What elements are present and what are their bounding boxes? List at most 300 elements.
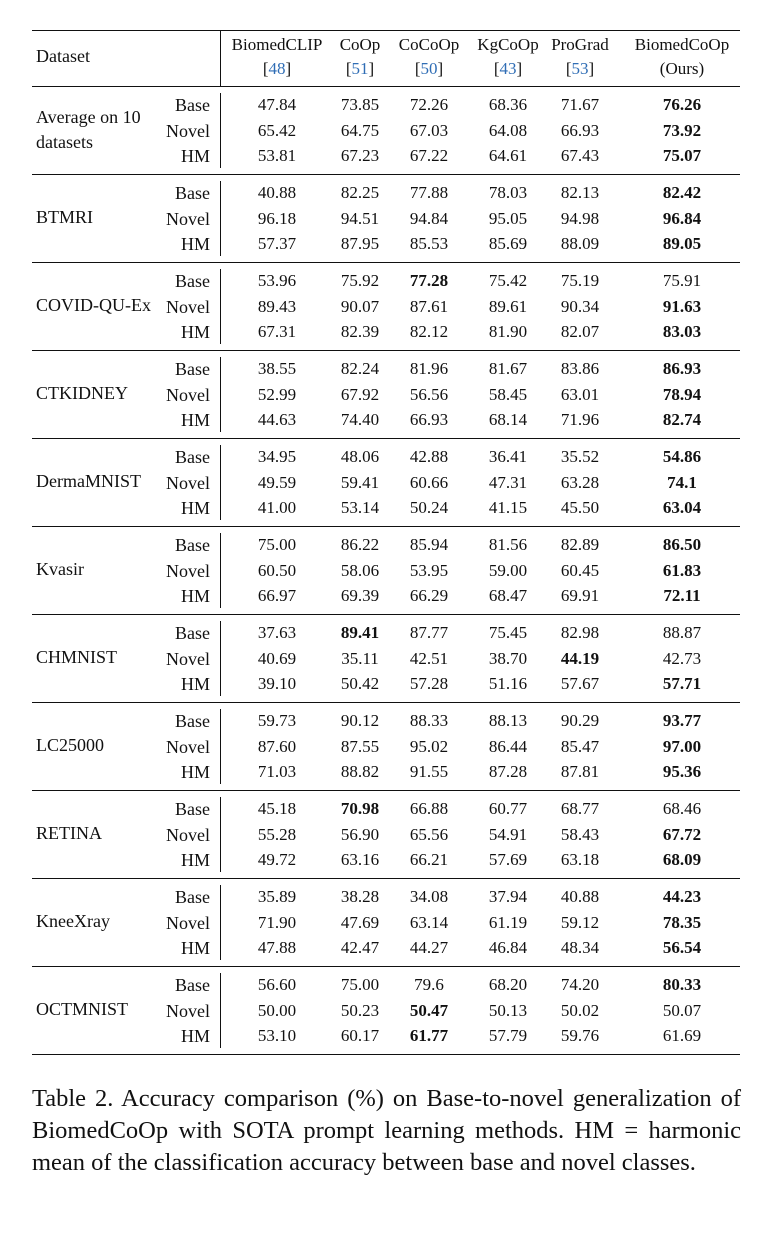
table-cell: 35.11 <box>341 648 379 668</box>
table-caption: Table 2. Accuracy comparison (%) on Base-to-novel generalization of BiomedCoOp with SOTA prompt learning methods. HM = harmonic mean of the classification accuracy between base and novel classes. <box>32 1085 741 1176</box>
dataset-group <box>32 351 740 438</box>
column-name: BiomedCLIP <box>231 35 323 54</box>
table-cell: 86.93 <box>662 359 702 378</box>
table-row <box>32 998 740 1024</box>
table-cell: 52.99 <box>257 384 297 404</box>
table-cell: 61.77 <box>409 1026 449 1045</box>
table-cell: 47.84 <box>257 95 297 114</box>
table-cell: 50.07 <box>662 1000 702 1020</box>
table-cell: 65.42 <box>257 120 297 140</box>
row-label: Base <box>175 447 210 467</box>
table-cell: 53.14 <box>340 498 380 517</box>
table-cell: 86.44 <box>488 736 528 756</box>
table-cell: 86.22 <box>340 535 380 554</box>
column-header <box>545 33 615 81</box>
table-cell: 87.95 <box>340 234 380 253</box>
table-cell: 71.67 <box>560 95 600 114</box>
table-cell: 48.34 <box>560 938 600 957</box>
table-cell: 49.59 <box>257 472 297 492</box>
row-label: HM <box>180 850 210 870</box>
table-cell: 37.63 <box>257 623 297 642</box>
column-header <box>332 33 388 81</box>
dataset-group <box>32 879 740 966</box>
table-cell: 70.98 <box>340 799 380 818</box>
table-cell: 87.60 <box>257 736 297 756</box>
table-cell: 90.29 <box>560 711 600 730</box>
row-label: HM <box>180 146 210 166</box>
table-row <box>32 268 740 294</box>
row-label: Base <box>175 535 210 555</box>
table-row <box>32 92 740 118</box>
results-table <box>32 30 740 1055</box>
table-cell: 57.79 <box>488 1026 528 1045</box>
dataset-name: COVID-QU-Ex <box>36 295 151 315</box>
table-row <box>32 118 740 144</box>
table-cell: 63.16 <box>340 850 380 869</box>
dataset-name: CTKIDNEY <box>36 383 128 403</box>
table-cell: 53.95 <box>409 560 449 580</box>
table-cell: 82.24 <box>340 359 380 378</box>
table-cell: 68.47 <box>488 586 528 605</box>
table-cell: 59.41 <box>340 472 380 492</box>
table-cell: 82.12 <box>409 322 449 341</box>
table-cell: 60.77 <box>488 799 528 818</box>
table-row <box>32 294 740 320</box>
table-cell: 56.90 <box>340 824 380 844</box>
table-cell: 88.87 <box>662 623 702 642</box>
table-cell: 94.98 <box>560 208 600 228</box>
row-label: Novel <box>166 824 210 845</box>
table-cell: 97.00 <box>662 736 702 756</box>
table-row <box>32 847 740 873</box>
table-cell: 38.55 <box>257 359 297 378</box>
table-row <box>32 444 740 470</box>
table-cell: 56.56 <box>409 384 449 404</box>
table-row <box>32 532 740 558</box>
table-cell: 66.93 <box>409 410 449 429</box>
table-cell: 44.27 <box>409 938 449 957</box>
table-cell: 39.10 <box>257 674 297 693</box>
table-cell: 85.94 <box>409 535 449 554</box>
row-label: Base <box>175 975 210 995</box>
table-cell: 96.84 <box>662 208 702 228</box>
table-cell: 82.39 <box>340 322 380 341</box>
table-cell: 50.24 <box>409 498 449 517</box>
table-cell: 77.88 <box>409 183 449 202</box>
table-cell: 49.72 <box>257 850 297 869</box>
table-row <box>32 407 740 433</box>
table-cell: 47.69 <box>340 912 380 932</box>
column-name: KgCoOp <box>477 35 539 54</box>
table-cell: 44.63 <box>257 410 297 429</box>
table-cell: 81.56 <box>488 535 528 554</box>
table-cell: 95.05 <box>488 208 528 228</box>
table-cell: 73.85 <box>340 95 380 114</box>
row-label: HM <box>180 410 210 430</box>
table-cell: 54.86 <box>662 447 702 466</box>
table-row <box>32 356 740 382</box>
table-cell: 68.46 <box>662 799 702 818</box>
dataset-name: DermaMNIST <box>36 471 141 491</box>
table-cell: 88.33 <box>409 711 449 730</box>
dataset-group <box>32 263 740 350</box>
table-cell: 68.36 <box>488 95 528 114</box>
table-cell: 50.00 <box>257 1000 297 1020</box>
table-row <box>32 470 740 496</box>
column-header <box>390 33 468 81</box>
table-cell: 50.02 <box>560 1000 600 1020</box>
dataset-name: OCTMNIST <box>36 999 129 1019</box>
table-cell: 78.94 <box>662 384 702 404</box>
table-cell: 87.81 <box>560 762 600 781</box>
table-cell: 61.19 <box>488 912 528 932</box>
table-cell: 82.74 <box>662 410 702 429</box>
table-body <box>32 87 740 1055</box>
row-label: Base <box>175 359 210 379</box>
table-cell: 50.42 <box>340 674 380 693</box>
table-cell: 66.29 <box>409 586 449 605</box>
table-cell: 71.96 <box>560 410 600 429</box>
table-cell: 67.03 <box>409 120 449 140</box>
table-cell: 54.91 <box>488 824 528 844</box>
table-cell: 90.12 <box>340 711 380 730</box>
dataset-name: RETINA <box>36 823 102 843</box>
table-cell: 58.45 <box>488 384 528 404</box>
dataset-group <box>32 439 740 526</box>
dataset-name: BTMRI <box>36 207 94 227</box>
table-cell: 41.00 <box>257 498 297 517</box>
table-cell: 75.00 <box>340 975 380 994</box>
table-cell: 38.28 <box>340 887 380 906</box>
table-cell: 74.20 <box>560 975 600 994</box>
dataset-group <box>32 175 740 262</box>
table-cell: 87.28 <box>488 762 528 781</box>
table-cell: 42.88 <box>409 447 449 466</box>
table-cell: 42.51 <box>409 648 449 668</box>
table-cell: 63.18 <box>560 850 600 869</box>
table-cell: 95.02 <box>409 736 449 756</box>
dataset-group <box>32 791 740 878</box>
table-cell: 94.51 <box>340 208 380 228</box>
table-cell: 34.08 <box>409 887 449 906</box>
table-cell: 57.28 <box>409 674 449 693</box>
table-cell: 82.89 <box>560 535 600 554</box>
table-cell: 89.43 <box>257 296 297 316</box>
table-row <box>32 1023 740 1049</box>
table-cell: 45.50 <box>560 498 600 517</box>
table-cell: 81.96 <box>409 359 449 378</box>
table-cell: 60.17 <box>340 1026 380 1045</box>
table-cell: 64.61 <box>488 146 528 165</box>
table-cell: 58.43 <box>560 824 600 844</box>
bottom-rule <box>32 1054 740 1055</box>
header-divider <box>220 31 221 86</box>
row-label: Novel <box>166 472 210 493</box>
table-row <box>32 646 740 672</box>
row-label: HM <box>180 322 210 342</box>
table-cell: 59.12 <box>560 912 600 932</box>
table-cell: 95.36 <box>662 762 702 781</box>
table-row <box>32 382 740 408</box>
table-cell: 61.83 <box>662 560 702 580</box>
table-cell: 87.77 <box>409 623 449 642</box>
table-cell: 82.98 <box>560 623 600 642</box>
table-cell: 42.47 <box>340 938 380 957</box>
table-cell: 74.1 <box>667 472 697 492</box>
table-cell: 66.97 <box>257 586 297 605</box>
table-row <box>32 583 740 609</box>
table-cell: 59.00 <box>488 560 528 580</box>
row-label: Novel <box>166 120 210 141</box>
table-cell: 88.09 <box>560 234 600 253</box>
table-cell: 90.34 <box>560 296 600 316</box>
row-label: Base <box>175 95 210 115</box>
table-cell: 75.07 <box>662 146 702 165</box>
table-cell: 57.37 <box>257 234 297 253</box>
table-row <box>32 319 740 345</box>
table-cell: 64.75 <box>340 120 380 140</box>
table-cell: 77.28 <box>409 271 449 290</box>
table-cell: 57.67 <box>560 674 600 693</box>
table-cell: 90.07 <box>340 296 380 316</box>
table-cell: 47.88 <box>257 938 297 957</box>
row-label: Base <box>175 711 210 731</box>
table-cell: 58.06 <box>340 560 380 580</box>
table-cell: 59.76 <box>560 1026 600 1045</box>
dataset-name: Kvasir <box>36 559 84 579</box>
table-row <box>32 206 740 232</box>
citation-link[interactable]: [50] <box>414 59 444 78</box>
table-cell: 96.18 <box>257 208 297 228</box>
table-row <box>32 495 740 521</box>
table-cell: 82.42 <box>662 183 702 202</box>
table-cell: 44.23 <box>662 887 702 906</box>
row-label: Novel <box>166 384 210 405</box>
dataset-group <box>32 703 740 790</box>
row-label: Base <box>175 271 210 291</box>
dataset-group <box>32 967 740 1054</box>
table-cell: 48.06 <box>340 447 380 466</box>
table-cell: 80.33 <box>662 975 702 994</box>
table-cell: 47.31 <box>488 472 528 492</box>
table-cell: 46.84 <box>488 938 528 957</box>
column-name: CoOp <box>339 35 381 54</box>
row-label: Novel <box>166 296 210 317</box>
table-cell: 66.21 <box>409 850 449 869</box>
table-cell: 73.92 <box>662 120 702 140</box>
table-cell: 82.07 <box>560 322 600 341</box>
table-cell: 68.09 <box>662 850 702 869</box>
table-cell: 42.73 <box>662 648 702 668</box>
table-cell: 56.54 <box>662 938 702 957</box>
table-row <box>32 143 740 169</box>
dataset-name: LC25000 <box>36 735 105 755</box>
table-cell: 74.40 <box>340 410 380 429</box>
table-cell: 83.86 <box>560 359 600 378</box>
table-cell: 50.23 <box>340 1000 380 1020</box>
table-cell: 71.03 <box>257 762 297 781</box>
table-cell: 50.13 <box>488 1000 528 1020</box>
table-cell: 63.01 <box>560 384 600 404</box>
row-label: Novel <box>166 912 210 933</box>
table-row <box>32 910 740 936</box>
table-cell: 63.28 <box>560 472 600 492</box>
table-cell: 94.84 <box>409 208 449 228</box>
table-row <box>32 671 740 697</box>
table-cell: 75.92 <box>340 271 380 290</box>
table-cell: 79.6 <box>414 975 444 994</box>
table-cell: 75.91 <box>662 271 702 290</box>
table-header <box>32 31 740 86</box>
table-cell: 61.69 <box>662 1026 702 1045</box>
row-label: HM <box>180 586 210 606</box>
table-cell: 60.45 <box>560 560 600 580</box>
table-cell: 38.70 <box>488 648 528 668</box>
table-cell: 66.88 <box>409 799 449 818</box>
table-cell: 75.42 <box>488 271 528 290</box>
table-cell: 34.95 <box>257 447 297 466</box>
table-row <box>32 884 740 910</box>
dataset-group <box>32 87 740 174</box>
row-label: Novel <box>166 648 210 669</box>
table-cell: 83.03 <box>662 322 702 341</box>
row-label: Base <box>175 799 210 819</box>
row-label: Base <box>175 887 210 907</box>
table-cell: 89.05 <box>662 234 702 253</box>
row-label: HM <box>180 762 210 782</box>
column-header <box>621 33 743 81</box>
table-cell: 40.88 <box>257 183 297 202</box>
table-cell: 85.53 <box>409 234 449 253</box>
column-note: (Ours) <box>659 59 705 78</box>
table-row <box>32 231 740 257</box>
row-label: Novel <box>166 736 210 757</box>
table-cell: 78.35 <box>662 912 702 932</box>
table-cell: 78.03 <box>488 183 528 202</box>
table-cell: 51.16 <box>488 674 528 693</box>
dataset-name: KneeXray <box>36 911 110 931</box>
table-cell: 81.90 <box>488 322 528 341</box>
table-cell: 67.43 <box>560 146 600 165</box>
table-cell: 87.55 <box>340 736 380 756</box>
table-cell: 40.69 <box>257 648 297 668</box>
table-cell: 75.00 <box>257 535 297 554</box>
table-cell: 68.20 <box>488 975 528 994</box>
citation-link[interactable]: [51] <box>345 59 375 78</box>
table-cell: 72.26 <box>409 95 449 114</box>
table-cell: 69.91 <box>560 586 600 605</box>
table-cell: 53.96 <box>257 271 297 290</box>
row-label: HM <box>180 1026 210 1046</box>
table-cell: 75.19 <box>560 271 600 290</box>
table-cell: 60.50 <box>257 560 297 580</box>
table-row <box>32 708 740 734</box>
table-cell: 88.82 <box>340 762 380 781</box>
row-label: Base <box>175 183 210 203</box>
row-label: Novel <box>166 1000 210 1021</box>
dataset-name: CHMNIST <box>36 647 118 667</box>
table-cell: 76.26 <box>662 95 702 114</box>
table-cell: 93.77 <box>662 711 702 730</box>
table-cell: 35.52 <box>560 447 600 466</box>
row-label: Novel <box>166 560 210 581</box>
table-cell: 64.08 <box>488 120 528 140</box>
table-cell: 91.63 <box>662 296 702 316</box>
column-name: ProGrad <box>551 35 609 54</box>
table-cell: 66.93 <box>560 120 600 140</box>
table-row <box>32 935 740 961</box>
table-cell: 75.45 <box>488 623 528 642</box>
column-name: BiomedCoOp <box>634 35 730 54</box>
table-cell: 72.11 <box>663 586 701 605</box>
column-header <box>468 33 548 81</box>
table-cell: 69.39 <box>340 586 380 605</box>
table-cell: 67.72 <box>662 824 702 844</box>
table-row <box>32 558 740 584</box>
table-row <box>32 734 740 760</box>
table-cell: 44.19 <box>560 648 600 668</box>
dataset-group <box>32 527 740 614</box>
table-cell: 45.18 <box>257 799 297 818</box>
table-cell: 82.13 <box>560 183 600 202</box>
table-cell: 68.77 <box>560 799 600 818</box>
table-cell: 57.69 <box>488 850 528 869</box>
table-row <box>32 972 740 998</box>
table-cell: 41.15 <box>488 498 528 517</box>
citation-link[interactable]: [53] <box>565 59 595 78</box>
row-label: Base <box>175 623 210 643</box>
table-cell: 35.89 <box>257 887 297 906</box>
table-cell: 71.90 <box>257 912 297 932</box>
row-label: HM <box>180 234 210 254</box>
column-name: CoCoOp <box>398 35 460 54</box>
table-cell: 59.73 <box>257 711 297 730</box>
dataset-name: Average on 10 datasets <box>36 107 141 152</box>
table-cell: 50.47 <box>409 1000 449 1020</box>
table-row <box>32 796 740 822</box>
table-cell: 63.04 <box>662 498 702 517</box>
table-cell: 36.41 <box>488 447 528 466</box>
table-cell: 82.25 <box>340 183 380 202</box>
table-cell: 55.28 <box>257 824 297 844</box>
table-row <box>32 822 740 848</box>
table-cell: 91.55 <box>409 762 449 781</box>
row-label: HM <box>180 674 210 694</box>
table-cell: 63.14 <box>409 912 449 932</box>
table-cell: 67.92 <box>340 384 380 404</box>
citation-link[interactable]: [43] <box>493 59 523 78</box>
table-cell: 85.69 <box>488 234 528 253</box>
table-row <box>32 620 740 646</box>
table-cell: 85.47 <box>560 736 600 756</box>
header-dataset: Dataset <box>36 46 90 66</box>
table-row <box>32 759 740 785</box>
table-cell: 89.61 <box>488 296 528 316</box>
citation-link[interactable]: [48] <box>262 59 292 78</box>
table-cell: 60.66 <box>409 472 449 492</box>
table-cell: 40.88 <box>560 887 600 906</box>
row-label: Novel <box>166 208 210 229</box>
table-cell: 57.71 <box>662 674 702 693</box>
table-row <box>32 180 740 206</box>
table-cell: 67.23 <box>340 146 380 165</box>
table-cell: 37.94 <box>488 887 528 906</box>
table-cell: 67.31 <box>257 322 297 341</box>
row-label: HM <box>180 498 210 518</box>
table-cell: 68.14 <box>488 410 528 429</box>
table-cell: 65.56 <box>409 824 449 844</box>
column-header <box>222 33 332 81</box>
